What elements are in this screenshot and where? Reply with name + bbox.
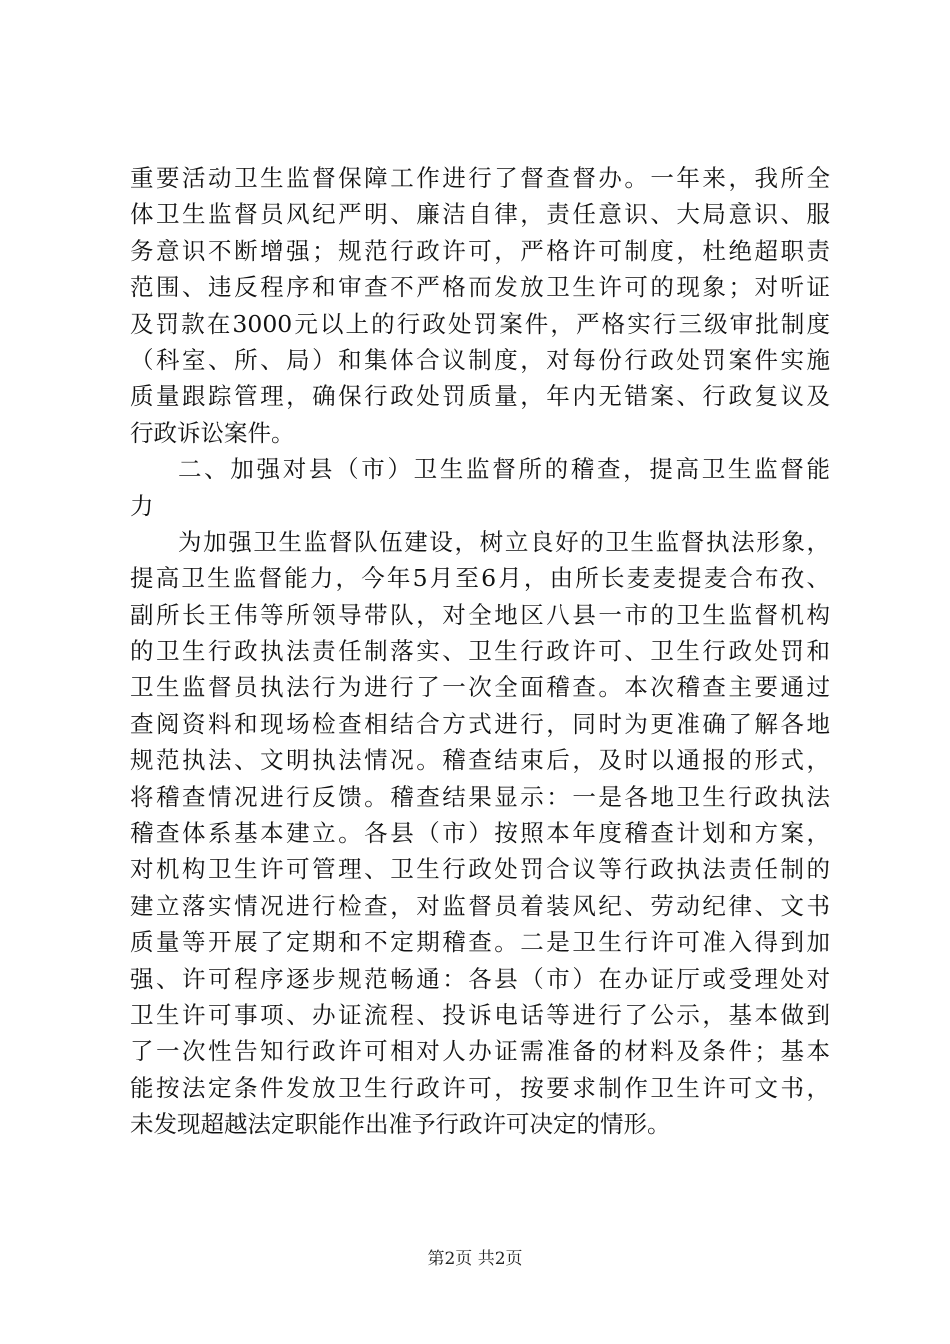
text-line: 规范执法、文明执法情况。稽查结束后，及时以通报的形式， bbox=[130, 746, 830, 775]
text-line: 副所长王伟等所领导带队，对全地区八县一市的卫生监督机构 bbox=[130, 600, 830, 629]
text-line: 查阅资料和现场检查相结合方式进行，同时为更准确了解各地 bbox=[130, 709, 830, 738]
text-line: 对机构卫生许可管理、卫生行政处罚合议等行政执法责任制的 bbox=[130, 855, 830, 884]
text-line: 了一次性告知行政许可相对人办证需准备的材料及条件；基本 bbox=[130, 1037, 830, 1066]
text-line: （科室、所、局）和集体合议制度，对每份行政处罚案件实施 bbox=[130, 345, 830, 374]
text-line: 强、许可程序逐步规范畅通：各县（市）在办证厅或受理处对 bbox=[130, 964, 830, 993]
text-line: 建立落实情况进行检查，对监督员着装风纪、劳动纪律、文书 bbox=[130, 891, 830, 920]
text-line: 体卫生监督员风纪严明、廉洁自律，责任意识、大局意识、服 bbox=[130, 200, 830, 229]
section-heading-line: 力 bbox=[130, 491, 154, 520]
page-number: 第2页 共2页 bbox=[427, 1249, 523, 1269]
text-line: 范围、违反程序和审查不严格而发放卫生许可的现象；对听证 bbox=[130, 273, 830, 302]
text-line: 未发现超越法定职能作出准予行政许可决定的情形。 bbox=[130, 1110, 671, 1139]
text-line: 重要活动卫生监督保障工作进行了督查督办。一年来，我所全 bbox=[130, 164, 830, 192]
text-line: 质量等开展了定期和不定期稽查。二是卫生行许可准入得到加 bbox=[130, 928, 830, 957]
section-heading-line: 二、加强对县（市）卫生监督所的稽查，提高卫生监督能 bbox=[178, 455, 830, 484]
text-line: 及罚款在3000元以上的行政处罚案件，严格实行三级审批制度 bbox=[130, 309, 830, 338]
text-line: 的卫生行政执法责任制落实、卫生行政许可、卫生行政处罚和 bbox=[130, 637, 830, 666]
document-body bbox=[130, 160, 830, 1143]
text-line: 能按法定条件发放卫生行政许可，按要求制作卫生许可文书， bbox=[130, 1073, 830, 1102]
text-line: 稽查体系基本建立。各县（市）按照本年度稽查计划和方案， bbox=[130, 819, 830, 848]
text-line: 卫生许可事项、办证流程、投诉电话等进行了公示，基本做到 bbox=[130, 1000, 830, 1029]
text-line: 务意识不断增强；规范行政许可，严格许可制度，杜绝超职责 bbox=[130, 236, 830, 265]
text-line: 质量跟踪管理，确保行政处罚质量，年内无错案、行政复议及 bbox=[130, 382, 830, 411]
text-line: 卫生监督员执法行为进行了一次全面稽查。本次稽查主要通过 bbox=[130, 673, 830, 702]
text-line: 行政诉讼案件。 bbox=[130, 418, 295, 447]
text-line: 将稽查情况进行反馈。稽查结果显示：一是各地卫生行政执法 bbox=[130, 782, 830, 811]
text-line: 提高卫生监督能力，今年5月至6月，由所长麦麦提麦合布孜、 bbox=[130, 564, 830, 593]
text-line: 为加强卫生监督队伍建设，树立良好的卫生监督执法形象， bbox=[178, 527, 830, 556]
